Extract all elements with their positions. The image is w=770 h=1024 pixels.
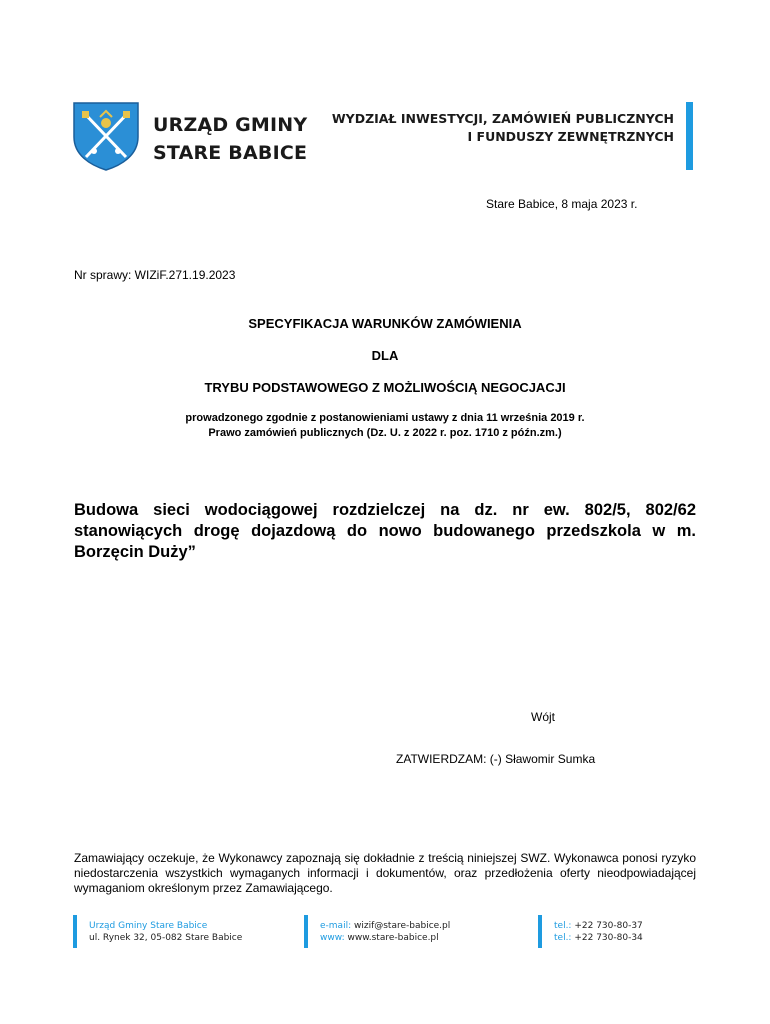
- footer-contact: [320, 920, 450, 944]
- tel2-value: +22 730-80-34: [574, 933, 643, 943]
- email-label: e-mail:: [320, 921, 352, 931]
- title-line-3: TRYBU PODSTAWOWEGO Z MOŻLIWOŚCIĄ NEGOCJACJI: [204, 380, 566, 395]
- email-link[interactable]: wizif@stare-babice.pl: [353, 921, 451, 931]
- tel2-label: tel.:: [554, 933, 572, 943]
- www-label: www:: [320, 933, 345, 943]
- website-link[interactable]: www.stare-babice.pl: [347, 933, 439, 943]
- footer-bar-1: [73, 915, 77, 948]
- dept-line-2: I FUNDUSZY ZEWNĘTRZNYCH: [467, 129, 674, 144]
- signatory-title: Wójt: [531, 710, 555, 724]
- footer-office-name: Urząd Gminy Stare Babice: [89, 921, 208, 931]
- footer-bar-2: [304, 915, 308, 948]
- title-line-1: SPECYFIKACJA WARUNKÓW ZAMÓWIENIA: [248, 316, 522, 331]
- footer-office: [89, 920, 242, 944]
- organization-name: [153, 111, 307, 167]
- tel1-value: +22 730-80-37: [574, 921, 643, 931]
- org-line-1: URZĄD GMINY: [153, 114, 308, 136]
- dept-line-1: WYDZIAŁ INWESTYCJI, ZAMÓWIEŃ PUBLICZNYCH: [331, 111, 674, 126]
- department-name: [332, 110, 674, 146]
- procurement-subject: Budowa sieci wodociągowej rozdzielczej na dz. nr ew. 802/5, 802/62 stanowiących drogę dojazdową do nowo budowanego przedszkola w m. Borzęcin Duży”: [74, 501, 696, 561]
- approval-line: ZATWIERDZAM: (-) Sławomir Sumka: [396, 752, 596, 766]
- legal-basis-line-1: prowadzonego zgodnie z postanowieniami ustawy z dnia 11 września 2019 r.: [185, 412, 585, 424]
- title-line-2: DLA: [371, 348, 399, 363]
- contractor-notice: Zamawiający oczekuje, że Wykonawcy zapoznają się dokładnie z treścią niniejszej SWZ. Wykonawca ponosi ryzyko niedostarczenia wszystkich wymaganych informacji i dokumentów, oraz przedłożenia oferty nieodpowiadającej wymaganiom określonym przez Zamawiającego.: [74, 851, 696, 895]
- footer-bar-3: [538, 915, 542, 948]
- document-date: Stare Babice, 8 maja 2023 r.: [486, 197, 638, 211]
- case-number: Nr sprawy: WIZiF.271.19.2023: [74, 268, 236, 282]
- coat-of-arms-logo: [72, 101, 140, 171]
- footer-office-address: ul. Rynek 32, 05-082 Stare Babice: [89, 933, 243, 943]
- legal-basis-line-2: Prawo zamówień publicznych (Dz. U. z 2022 r. poz. 1710 z późn.zm.): [208, 427, 562, 439]
- org-line-2: STARE BABICE: [153, 142, 308, 164]
- header-accent-bar: [686, 102, 693, 170]
- tel1-label: tel.:: [554, 921, 572, 931]
- footer-phones: [554, 920, 643, 944]
- coat-of-arms-icon: [72, 101, 140, 171]
